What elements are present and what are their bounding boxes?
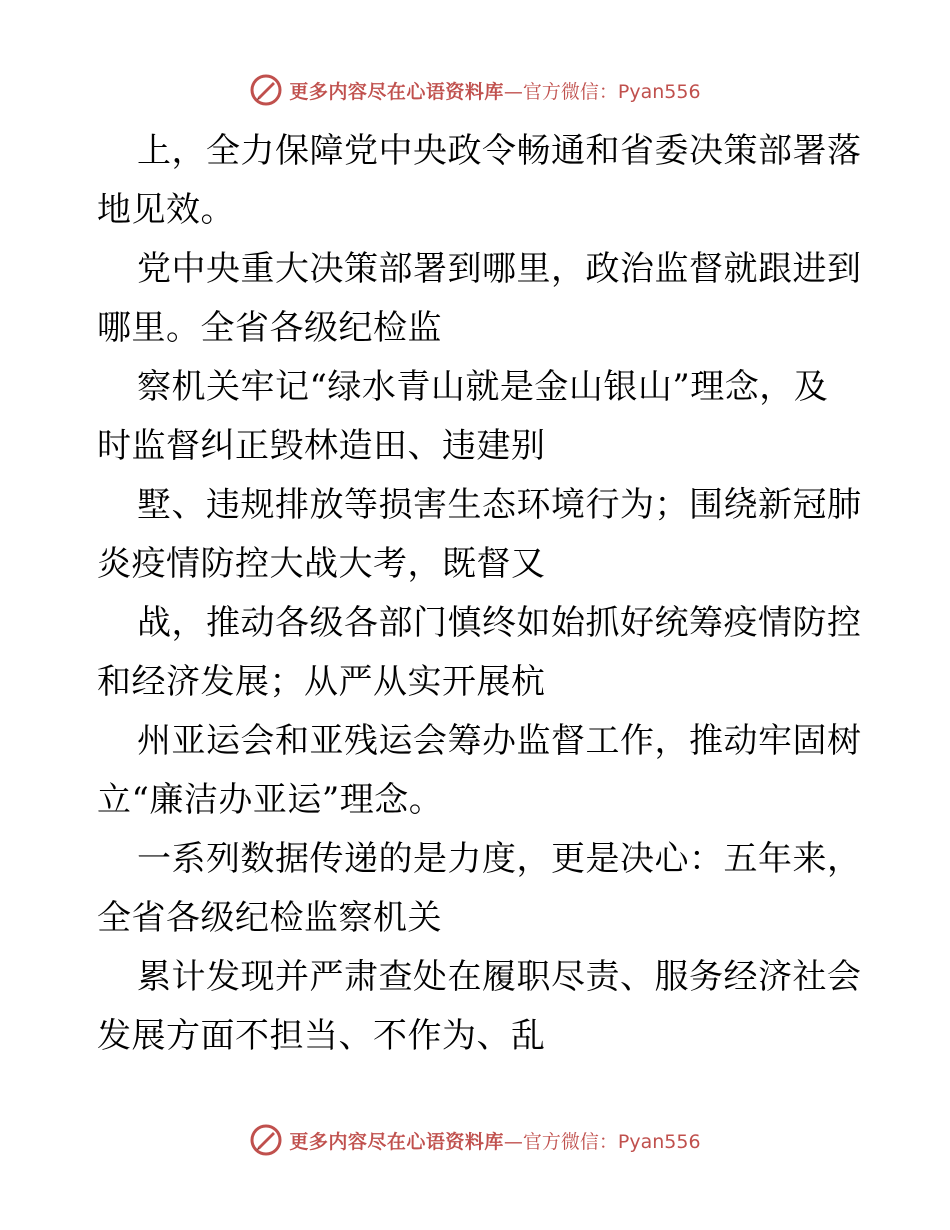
paragraph-line: 立“廉洁办亚运”理念。 — [97, 780, 444, 820]
paragraph-line: 全省各级纪检监察机关 — [97, 898, 442, 938]
paragraph — [97, 476, 862, 594]
paragraph-line: 党中央重大决策部署到哪里，政治监督就跟进到 — [137, 249, 862, 289]
paragraph — [97, 358, 857, 476]
paragraph-line: 和经济发展；从严从实开展杭 — [97, 662, 546, 702]
header-site-text: 更多内容尽在心语资料库 — [289, 80, 504, 103]
footer-banner — [0, 1120, 950, 1160]
paragraph-line: 时监督纠正毁林造田、违建别 — [97, 426, 546, 466]
footer-site-text: 更多内容尽在心语资料库 — [289, 1130, 504, 1153]
footer-contact-text: —官方微信：Pyan556 — [503, 1130, 701, 1153]
paragraph-line: 察机关牢记“绿水青山就是金山银山”理念，及 — [137, 367, 829, 407]
paragraph — [97, 948, 862, 1066]
paragraph — [97, 240, 862, 358]
paragraph-line: 战，推动各级各部门慎终如始抓好统筹疫情防控 — [137, 603, 862, 643]
paragraph-line: 炎疫情防控大战大考，既督又 — [97, 544, 546, 584]
paragraph-line: 哪里。全省各级纪检监 — [97, 308, 442, 348]
paragraph — [97, 594, 862, 712]
quill-logo-icon — [249, 73, 283, 107]
paragraph-line: 发展方面不担当、不作为、乱 — [97, 1016, 546, 1056]
paragraph — [97, 830, 862, 948]
paragraph — [97, 712, 862, 830]
paragraph-line: 州亚运会和亚残运会筹办监督工作，推动牢固树 — [137, 721, 862, 761]
paragraph-line: 地见效。 — [97, 190, 235, 230]
document-body — [97, 122, 862, 1066]
paragraph-line: 一系列数据传递的是力度，更是决心：五年来， — [137, 839, 862, 879]
paragraph-line: 累计发现并严肃查处在履职尽责、服务经济社会 — [137, 957, 862, 997]
header-contact-text: —官方微信：Pyan556 — [503, 80, 701, 103]
header-banner — [0, 70, 950, 110]
paragraph — [97, 122, 862, 240]
paragraph-line: 上，全力保障党中央政令畅通和省委决策部署落 — [137, 131, 862, 171]
quill-logo-icon — [249, 1123, 283, 1157]
paragraph-line: 墅、违规排放等损害生态环境行为；围绕新冠肺 — [137, 485, 862, 525]
